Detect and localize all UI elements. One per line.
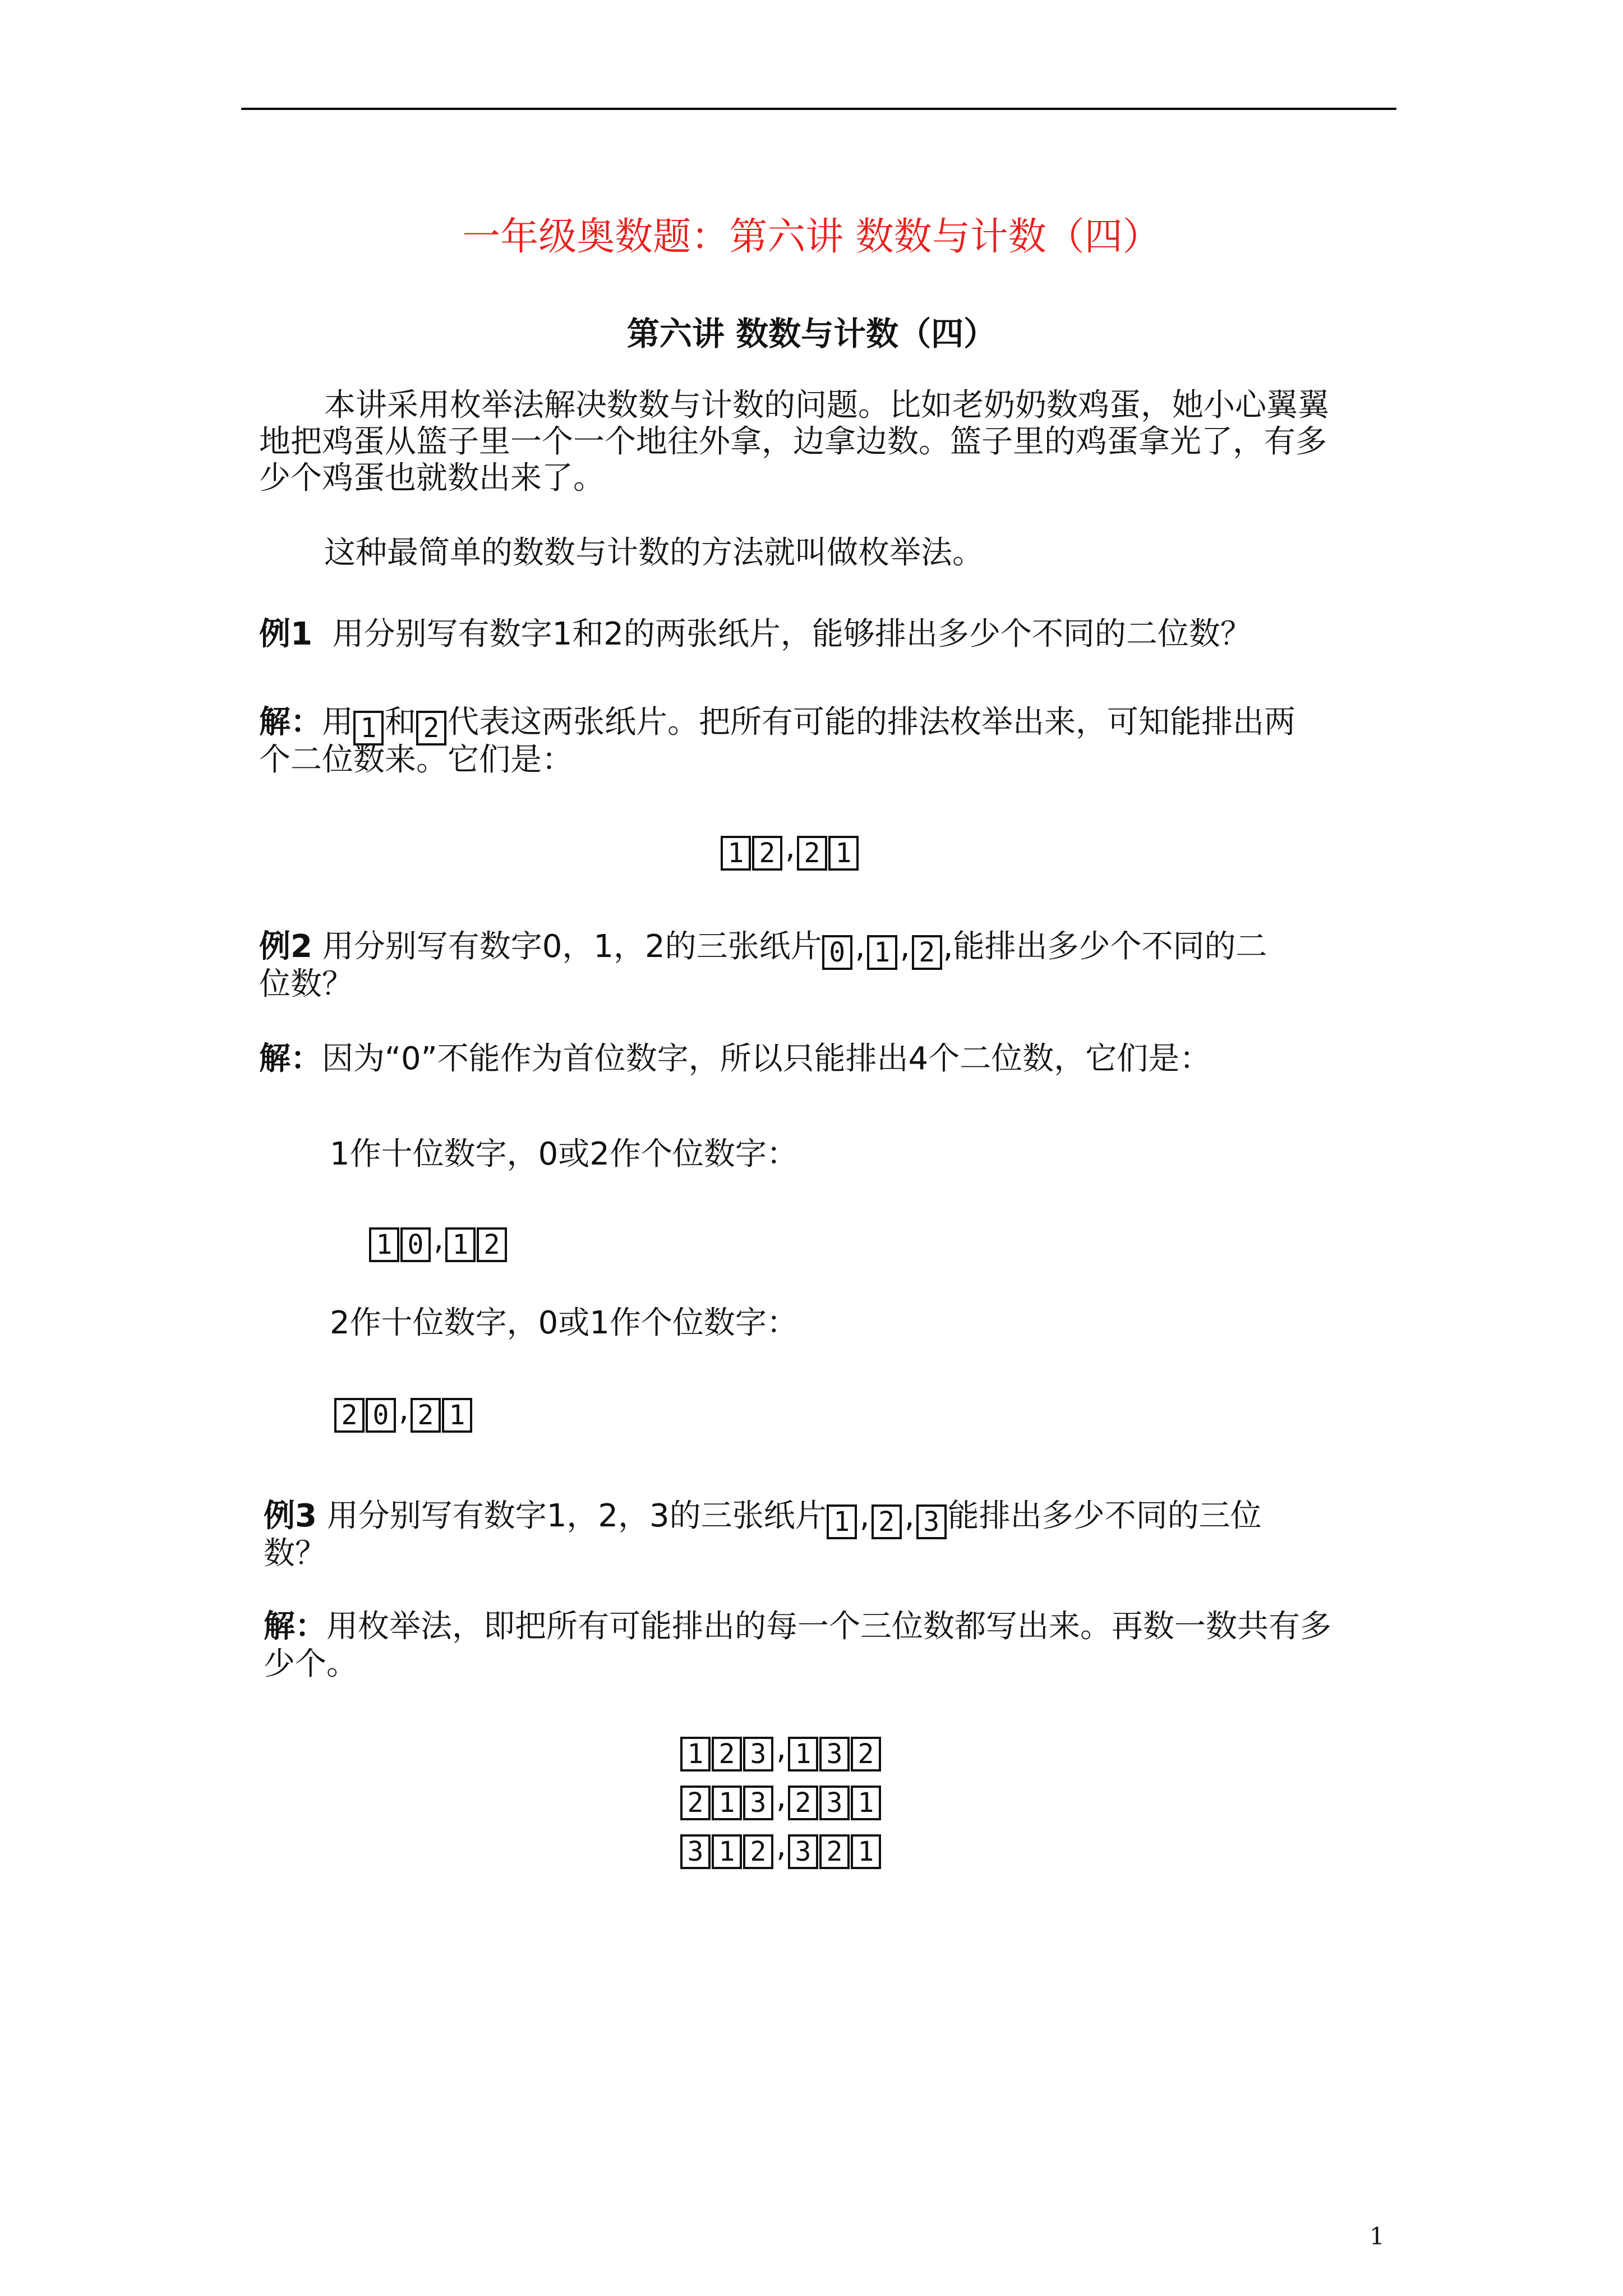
digit-card: 3 [788, 1834, 818, 1869]
intro-line-3: 少个鸡蛋也就数出来了。 [259, 460, 605, 496]
example-2-case-2-answer [334, 1391, 473, 1433]
example-3-question-line-2: 数？ [264, 1535, 326, 1572]
separator: , [776, 1779, 786, 1815]
separator: , [855, 928, 865, 965]
solution-text: 因为“0”不能作为首位数字，所以只能排出4个二位数，它们是： [322, 1041, 1211, 1077]
digit-card: 2 [752, 836, 782, 871]
digit-card: 0 [366, 1398, 396, 1433]
example-3-text: 能排出多少不同的三位 [947, 1498, 1262, 1534]
digit-card: 2 [712, 1737, 742, 1772]
digit-card: 3 [680, 1834, 711, 1869]
digit-card: 1 [867, 935, 897, 970]
digit-card: 3 [743, 1737, 773, 1772]
digit-card: 2 [872, 1504, 902, 1539]
example-1-answer [721, 829, 860, 871]
example-2-case-1: 1作十位数字，0或2作个位数字： [330, 1136, 798, 1172]
digit-card: 1 [712, 1786, 742, 1820]
example-3-solution-line-1 [264, 1608, 1331, 1645]
digit-card: 1 [851, 1786, 881, 1820]
separator: , [785, 829, 795, 866]
separator: , [776, 1828, 786, 1864]
solution-label: 解： [259, 1041, 322, 1077]
digit-card: 2 [334, 1398, 365, 1433]
digit-card: 2 [912, 935, 942, 970]
page-number: 1 [1370, 2223, 1385, 2250]
digit-card: 2 [477, 1227, 507, 1262]
lecture-subtitle: 第六讲 数数与计数（四） [626, 315, 997, 353]
solution-text: 用 [322, 704, 353, 740]
separator: , [776, 1730, 786, 1766]
example-3-answer-row-3 [680, 1828, 882, 1869]
example-2-question-line-2: 位数？ [259, 966, 353, 1002]
digit-card: 2 [851, 1737, 881, 1772]
example-3-label: 例3 [264, 1498, 317, 1534]
digit-card: 1 [827, 1504, 857, 1539]
intro-line-1: 本讲采用枚举法解决数数与计数的问题。比如老奶奶数鸡蛋，她小心翼翼 [324, 387, 1329, 424]
digit-card: 1 [788, 1737, 818, 1772]
example-3-text: 用分别写有数字1，2，3的三张纸片 [326, 1498, 827, 1534]
example-3-solution-line-2: 少个。 [264, 1646, 358, 1682]
digit-card: 1 [721, 836, 751, 871]
example-2-question-line-1 [259, 928, 1267, 970]
intro-line-2: 地把鸡蛋从篮子里一个一个地往外拿，边拿边数。篮子里的鸡蛋拿光了，有多 [259, 424, 1327, 460]
digit-card: 1 [445, 1227, 476, 1262]
digit-card: 3 [819, 1737, 850, 1772]
example-1-solution-line-1 [259, 704, 1295, 746]
digit-card: 1 [369, 1227, 399, 1262]
digit-card: 2 [743, 1834, 773, 1869]
example-1-label: 例1 [259, 616, 312, 652]
solution-label: 解： [259, 704, 322, 740]
example-2-solution [259, 1041, 1211, 1078]
example-3-answer-row-1 [680, 1730, 882, 1772]
digit-card: 1 [851, 1834, 881, 1869]
digit-card: 3 [819, 1786, 850, 1820]
digit-card: 1 [353, 711, 384, 746]
example-1-text: 用分别写有数字1和2的两张纸片，能够排出多少个不同的二位数？ [332, 616, 1252, 652]
digit-card: 2 [819, 1834, 850, 1869]
example-2-case-1-answer [369, 1221, 508, 1262]
example-2-text: 用分别写有数字0，1，2的三张纸片 [322, 928, 822, 965]
example-3-answer-row-2 [680, 1779, 882, 1820]
page-title: 一年级奥数题：第六讲 数数与计数（四） [462, 215, 1161, 259]
separator: , [904, 1498, 915, 1534]
solution-text: 和 [385, 704, 416, 740]
example-3-question-line-1 [264, 1498, 1262, 1539]
example-2-case-2: 2作十位数字，0或1作个位数字： [330, 1305, 798, 1341]
digit-card: 2 [797, 836, 827, 871]
separator: , [859, 1498, 870, 1534]
digit-card: 3 [743, 1786, 773, 1820]
solution-label: 解： [264, 1608, 326, 1645]
separator: , [434, 1221, 444, 1257]
digit-card: 3 [916, 1504, 947, 1539]
example-2-label: 例2 [259, 928, 312, 965]
digit-card: 2 [411, 1398, 441, 1433]
example-1-question [259, 616, 1252, 653]
digit-card: 1 [828, 836, 859, 871]
digit-card: 1 [680, 1737, 711, 1772]
digit-card: 2 [788, 1786, 818, 1820]
solution-text: 用枚举法，即把所有可能排出的每一个三位数都写出来。再数一数共有多 [326, 1608, 1331, 1645]
intro-paragraph-2: 这种最简单的数数与计数的方法就叫做枚举法。 [324, 535, 984, 571]
digit-card: 1 [712, 1834, 742, 1869]
digit-card: 2 [416, 711, 446, 746]
digit-card: 0 [400, 1227, 431, 1262]
digit-card: 2 [680, 1786, 711, 1820]
digit-card: 1 [442, 1398, 472, 1433]
header-rule [241, 108, 1396, 110]
separator: , [900, 928, 910, 965]
digit-card: 0 [822, 935, 852, 970]
example-2-text: ,能排出多少个不同的二 [943, 928, 1267, 965]
separator: , [399, 1391, 409, 1428]
solution-text: 代表这两张纸片。把所有可能的排法枚举出来，可知能排出两 [448, 704, 1295, 740]
example-1-solution-line-2: 个二位数来。它们是： [259, 742, 573, 778]
